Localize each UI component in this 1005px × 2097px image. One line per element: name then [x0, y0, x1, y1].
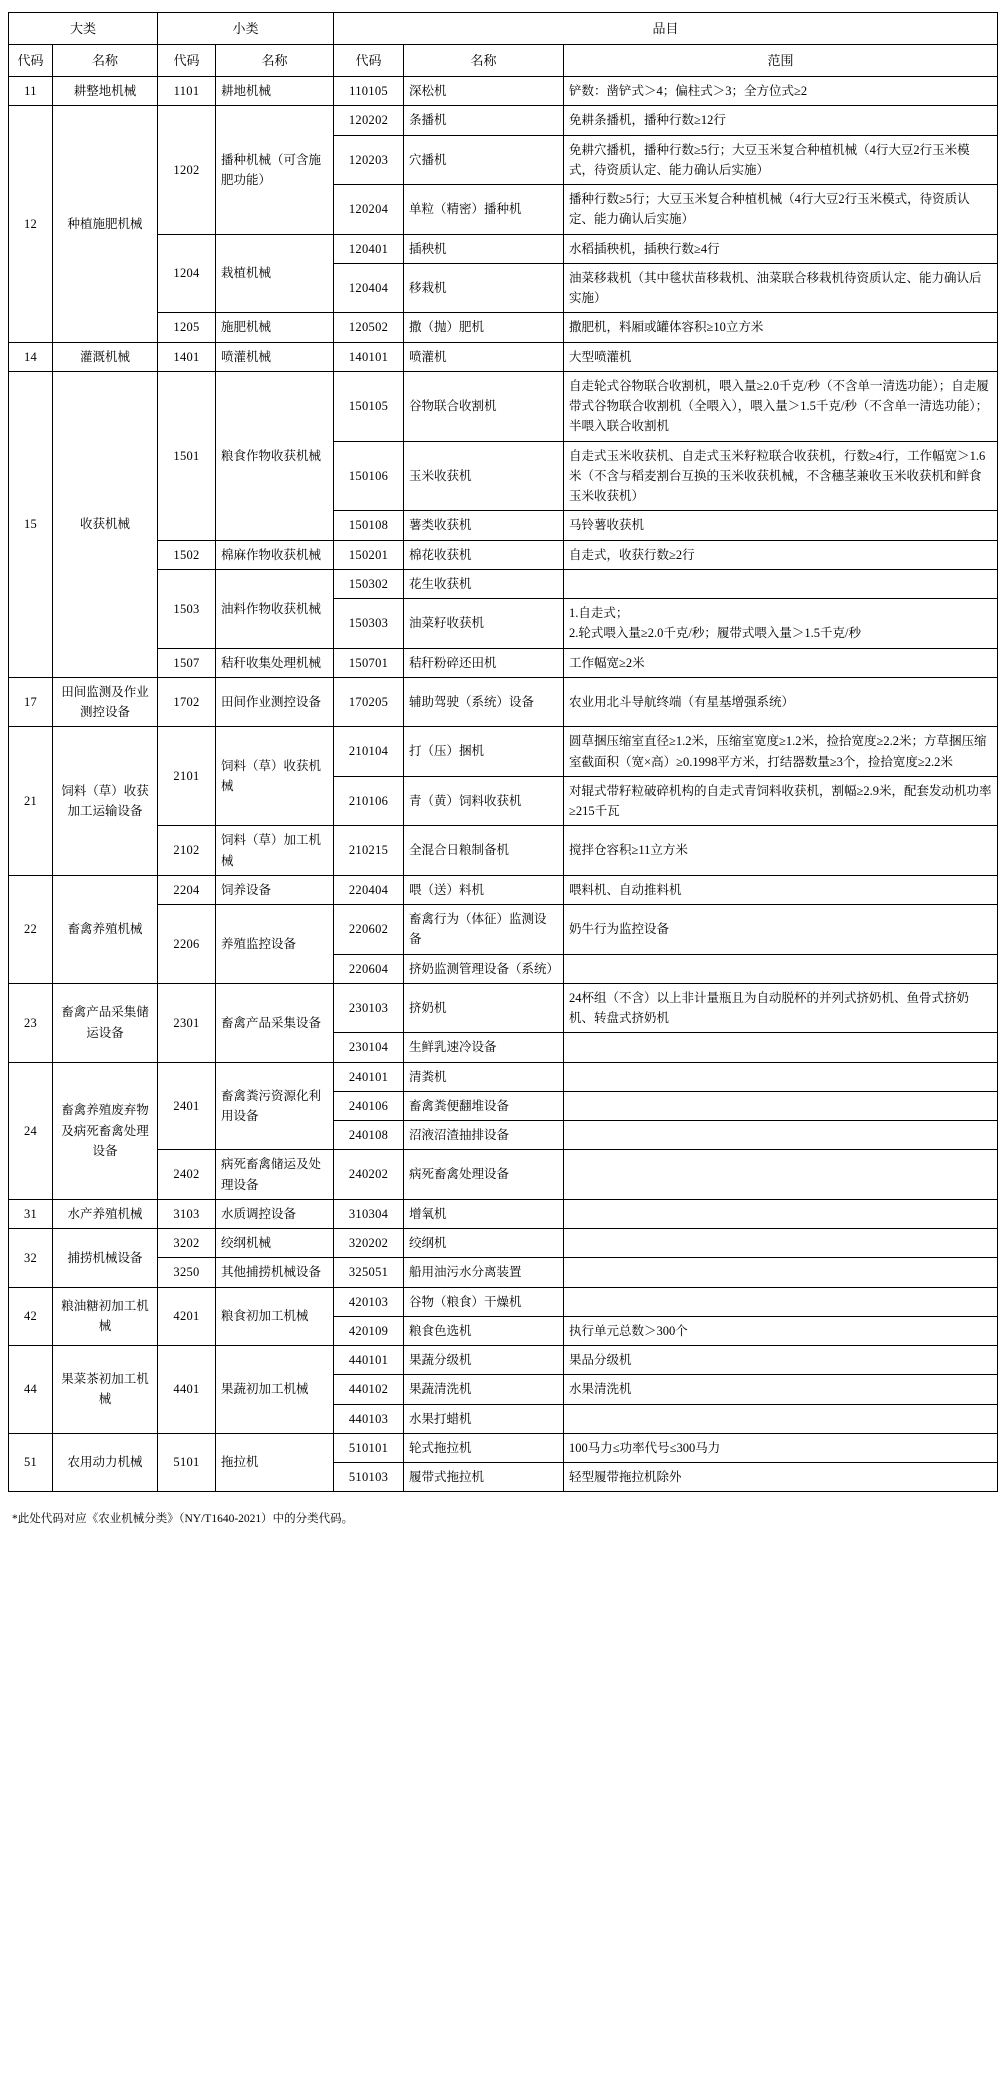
item-code-cell: 240101 — [334, 1062, 404, 1091]
minor-code-cell: 5101 — [158, 1433, 216, 1492]
item-name-cell: 全混合日粮制备机 — [404, 826, 564, 876]
minor-name-cell: 栽植机械 — [216, 234, 334, 313]
item-code-cell: 140101 — [334, 342, 404, 371]
minor-code-cell: 1204 — [158, 234, 216, 313]
item-name-cell: 条播机 — [404, 106, 564, 135]
item-name-cell: 打（压）捆机 — [404, 727, 564, 777]
table-row — [9, 371, 998, 441]
item-scope-cell: 自走式玉米收获机、自走式玉米籽粒联合收获机，行数≥4行，工作幅宽＞1.6米（不含与稻麦割台互换的玉米收获机械，不含穗茎兼收玉米收获机和鲜食玉米收获机） — [564, 441, 998, 511]
item-scope-cell: 1.自走式； 2.轮式喂入量≥2.0千克/秒；履带式喂入量＞1.5千克/秒 — [564, 599, 998, 649]
item-code-cell: 220404 — [334, 875, 404, 904]
major-code-cell: 21 — [9, 727, 53, 876]
minor-name-cell: 饲料（草）加工机械 — [216, 826, 334, 876]
item-name-cell: 谷物联合收割机 — [404, 371, 564, 441]
major-code-cell: 32 — [9, 1229, 53, 1288]
item-code-cell: 150106 — [334, 441, 404, 511]
major-name-cell: 畜禽产品采集储运设备 — [53, 983, 158, 1062]
table-header-column-row — [9, 45, 998, 77]
table-row — [9, 1229, 998, 1258]
major-name-cell: 畜禽养殖机械 — [53, 875, 158, 983]
minor-name-cell: 粮食作物收获机械 — [216, 371, 334, 540]
minor-code-cell: 4401 — [158, 1346, 216, 1434]
header-item-scope: 范围 — [564, 45, 998, 77]
item-name-cell: 水果打蜡机 — [404, 1404, 564, 1433]
item-code-cell: 510101 — [334, 1433, 404, 1462]
item-code-cell: 120502 — [334, 313, 404, 342]
major-code-cell: 12 — [9, 106, 53, 342]
item-name-cell: 辅助驾驶（系统）设备 — [404, 677, 564, 727]
item-scope-cell: 油菜移栽机（其中毯状苗移栽机、油菜联合移栽机待资质认定、能力确认后实施） — [564, 263, 998, 313]
item-scope-cell: 自走式，收获行数≥2行 — [564, 540, 998, 569]
item-name-cell: 绞纲机 — [404, 1229, 564, 1258]
major-name-cell: 田间监测及作业测控设备 — [53, 677, 158, 727]
header-minor-code: 代码 — [158, 45, 216, 77]
item-scope-cell — [564, 1258, 998, 1287]
item-code-cell: 220604 — [334, 954, 404, 983]
table-row — [9, 875, 998, 904]
minor-code-cell: 1502 — [158, 540, 216, 569]
item-scope-cell — [564, 1091, 998, 1120]
item-scope-cell: 执行单元总数＞300个 — [564, 1316, 998, 1345]
minor-name-cell: 水质调控设备 — [216, 1199, 334, 1228]
major-name-cell: 果菜茶初加工机械 — [53, 1346, 158, 1434]
minor-name-cell: 畜禽粪污资源化利用设备 — [216, 1062, 334, 1150]
header-item-name: 名称 — [404, 45, 564, 77]
table-row — [9, 727, 998, 777]
item-name-cell: 畜禽粪便翻堆设备 — [404, 1091, 564, 1120]
header-group-minor: 小类 — [158, 13, 334, 45]
item-code-cell: 120202 — [334, 106, 404, 135]
minor-code-cell: 2204 — [158, 875, 216, 904]
item-scope-cell: 免耕穴播机，播种行数≥5行；大豆玉米复合种植机械（4行大豆2行玉米模式，待资质认定、能力确认后实施） — [564, 135, 998, 185]
item-code-cell: 510103 — [334, 1463, 404, 1492]
item-name-cell: 履带式拖拉机 — [404, 1463, 564, 1492]
item-code-cell: 150303 — [334, 599, 404, 649]
item-name-cell: 畜禽行为（体征）监测设备 — [404, 905, 564, 955]
item-name-cell: 插秧机 — [404, 234, 564, 263]
item-name-cell: 穴播机 — [404, 135, 564, 185]
major-code-cell: 11 — [9, 77, 53, 106]
minor-code-cell: 1202 — [158, 106, 216, 234]
item-code-cell: 240202 — [334, 1150, 404, 1200]
item-name-cell: 油菜籽收获机 — [404, 599, 564, 649]
item-name-cell: 撒（抛）肥机 — [404, 313, 564, 342]
minor-name-cell: 拖拉机 — [216, 1433, 334, 1492]
table-row — [9, 106, 998, 135]
table-row — [9, 1199, 998, 1228]
minor-name-cell: 施肥机械 — [216, 313, 334, 342]
table-row — [9, 1346, 998, 1375]
item-name-cell: 青（黄）饲料收获机 — [404, 776, 564, 826]
item-name-cell: 挤奶监测管理设备（系统） — [404, 954, 564, 983]
table-row — [9, 234, 998, 263]
item-scope-cell: 奶牛行为监控设备 — [564, 905, 998, 955]
item-scope-cell: 大型喷灌机 — [564, 342, 998, 371]
minor-name-cell: 秸秆收集处理机械 — [216, 648, 334, 677]
minor-code-cell: 2301 — [158, 983, 216, 1062]
header-minor-name: 名称 — [216, 45, 334, 77]
minor-name-cell: 粮食初加工机械 — [216, 1287, 334, 1346]
minor-name-cell: 果蔬初加工机械 — [216, 1346, 334, 1434]
major-name-cell: 耕整地机械 — [53, 77, 158, 106]
major-name-cell: 收获机械 — [53, 371, 158, 677]
table-row — [9, 983, 998, 1033]
minor-name-cell: 畜禽产品采集设备 — [216, 983, 334, 1062]
minor-code-cell: 4201 — [158, 1287, 216, 1346]
item-scope-cell: 果品分级机 — [564, 1346, 998, 1375]
major-name-cell: 农用动力机械 — [53, 1433, 158, 1492]
table-row — [9, 1287, 998, 1316]
major-code-cell: 44 — [9, 1346, 53, 1434]
minor-name-cell: 耕地机械 — [216, 77, 334, 106]
header-group-major: 大类 — [9, 13, 158, 45]
minor-name-cell: 田间作业测控设备 — [216, 677, 334, 727]
major-name-cell: 畜禽养殖废弃物及病死畜禽处理设备 — [53, 1062, 158, 1199]
item-name-cell: 深松机 — [404, 77, 564, 106]
minor-code-cell: 2101 — [158, 727, 216, 826]
item-name-cell: 病死畜禽处理设备 — [404, 1150, 564, 1200]
table-row — [9, 1433, 998, 1462]
major-name-cell: 种植施肥机械 — [53, 106, 158, 342]
major-code-cell: 31 — [9, 1199, 53, 1228]
minor-name-cell: 棉麻作物收获机械 — [216, 540, 334, 569]
table-row — [9, 1062, 998, 1091]
major-name-cell: 水产养殖机械 — [53, 1199, 158, 1228]
item-name-cell: 花生收获机 — [404, 569, 564, 598]
table-row — [9, 569, 998, 598]
table-row — [9, 648, 998, 677]
item-scope-cell: 免耕条播机，播种行数≥12行 — [564, 106, 998, 135]
item-name-cell: 生鲜乳速冷设备 — [404, 1033, 564, 1062]
item-scope-cell: 撒肥机，料厢或罐体容积≥10立方米 — [564, 313, 998, 342]
table-row — [9, 826, 998, 876]
major-code-cell: 22 — [9, 875, 53, 983]
item-code-cell: 230103 — [334, 983, 404, 1033]
item-name-cell: 谷物（粮食）干燥机 — [404, 1287, 564, 1316]
minor-code-cell: 3250 — [158, 1258, 216, 1287]
item-scope-cell: 24杯组（不含）以上非计量瓶且为自动脱杯的并列式挤奶机、鱼骨式挤奶机、转盘式挤奶机 — [564, 983, 998, 1033]
minor-name-cell: 绞纲机械 — [216, 1229, 334, 1258]
major-code-cell: 51 — [9, 1433, 53, 1492]
item-code-cell: 120203 — [334, 135, 404, 185]
item-code-cell: 120204 — [334, 185, 404, 235]
item-code-cell: 440101 — [334, 1346, 404, 1375]
item-name-cell: 粮食色选机 — [404, 1316, 564, 1345]
major-name-cell: 捕捞机械设备 — [53, 1229, 158, 1288]
item-scope-cell: 自走轮式谷物联合收割机，喂入量≥2.0千克/秒（不含单一清选功能）；自走履带式谷物联合收割机（全喂入），喂入量＞1.5千克/秒（不含单一清选功能）；半喂入联合收割机 — [564, 371, 998, 441]
item-scope-cell — [564, 954, 998, 983]
item-code-cell: 150201 — [334, 540, 404, 569]
table-row — [9, 540, 998, 569]
item-code-cell: 220602 — [334, 905, 404, 955]
major-code-cell: 23 — [9, 983, 53, 1062]
table-row — [9, 905, 998, 955]
minor-code-cell: 2206 — [158, 905, 216, 984]
item-scope-cell — [564, 1199, 998, 1228]
item-name-cell: 喂（送）料机 — [404, 875, 564, 904]
table-row — [9, 677, 998, 727]
minor-name-cell: 播种机械（可含施肥功能） — [216, 106, 334, 234]
item-name-cell: 沼液沼渣抽排设备 — [404, 1121, 564, 1150]
table-row — [9, 77, 998, 106]
item-code-cell: 420103 — [334, 1287, 404, 1316]
item-scope-cell — [564, 1404, 998, 1433]
item-code-cell: 170205 — [334, 677, 404, 727]
item-scope-cell — [564, 1150, 998, 1200]
minor-name-cell: 饲料（草）收获机械 — [216, 727, 334, 826]
item-scope-cell — [564, 1287, 998, 1316]
item-scope-cell: 100马力≤功率代号≤300马力 — [564, 1433, 998, 1462]
item-name-cell: 果蔬清洗机 — [404, 1375, 564, 1404]
item-scope-cell: 轻型履带拖拉机除外 — [564, 1463, 998, 1492]
minor-code-cell: 3103 — [158, 1199, 216, 1228]
item-name-cell: 喷灌机 — [404, 342, 564, 371]
header-major-code: 代码 — [9, 45, 53, 77]
item-name-cell: 轮式拖拉机 — [404, 1433, 564, 1462]
item-code-cell: 320202 — [334, 1229, 404, 1258]
minor-name-cell: 喷灌机械 — [216, 342, 334, 371]
minor-code-cell: 1702 — [158, 677, 216, 727]
item-scope-cell: 喂料机、自动推料机 — [564, 875, 998, 904]
item-name-cell: 秸秆粉碎还田机 — [404, 648, 564, 677]
item-scope-cell: 圆草捆压缩室直径≥1.2米，压缩室宽度≥1.2米，捡拾宽度≥2.2米；方草捆压缩室截面积（宽×高）≥0.1998平方米，打结器数量≥3个，捡拾宽度≥2.2米 — [564, 727, 998, 777]
item-code-cell: 210215 — [334, 826, 404, 876]
header-item-code: 代码 — [334, 45, 404, 77]
major-code-cell: 15 — [9, 371, 53, 677]
agricultural-machinery-catalog-table — [8, 12, 998, 1492]
item-name-cell: 移栽机 — [404, 263, 564, 313]
item-code-cell: 120401 — [334, 234, 404, 263]
item-scope-cell: 播种行数≥5行；大豆玉米复合种植机械（4行大豆2行玉米模式，待资质认定、能力确认后实施） — [564, 185, 998, 235]
item-code-cell: 240108 — [334, 1121, 404, 1150]
item-scope-cell: 工作幅宽≥2米 — [564, 648, 998, 677]
minor-name-cell: 养殖监控设备 — [216, 905, 334, 984]
item-code-cell: 150701 — [334, 648, 404, 677]
minor-name-cell: 油料作物收获机械 — [216, 569, 334, 648]
table-header-group-row — [9, 13, 998, 45]
table-header — [9, 13, 998, 77]
item-code-cell: 150108 — [334, 511, 404, 540]
item-code-cell: 440103 — [334, 1404, 404, 1433]
item-scope-cell — [564, 569, 998, 598]
item-code-cell: 110105 — [334, 77, 404, 106]
minor-code-cell: 1401 — [158, 342, 216, 371]
item-scope-cell — [564, 1033, 998, 1062]
major-code-cell: 17 — [9, 677, 53, 727]
item-code-cell: 240106 — [334, 1091, 404, 1120]
item-code-cell: 230104 — [334, 1033, 404, 1062]
item-code-cell: 150105 — [334, 371, 404, 441]
minor-code-cell: 1507 — [158, 648, 216, 677]
item-name-cell: 单粒（精密）播种机 — [404, 185, 564, 235]
minor-code-cell: 3202 — [158, 1229, 216, 1258]
item-scope-cell — [564, 1062, 998, 1091]
header-group-item: 品目 — [334, 13, 998, 45]
item-code-cell: 325051 — [334, 1258, 404, 1287]
item-code-cell: 120404 — [334, 263, 404, 313]
table-body — [9, 77, 998, 1492]
item-name-cell: 薯类收获机 — [404, 511, 564, 540]
item-code-cell: 440102 — [334, 1375, 404, 1404]
item-scope-cell: 水果清洗机 — [564, 1375, 998, 1404]
minor-name-cell: 病死畜禽储运及处理设备 — [216, 1150, 334, 1200]
item-code-cell: 420109 — [334, 1316, 404, 1345]
item-scope-cell: 马铃薯收获机 — [564, 511, 998, 540]
major-name-cell: 粮油糖初加工机械 — [53, 1287, 158, 1346]
minor-code-cell: 2402 — [158, 1150, 216, 1200]
minor-name-cell: 其他捕捞机械设备 — [216, 1258, 334, 1287]
minor-code-cell: 1501 — [158, 371, 216, 540]
item-name-cell: 果蔬分级机 — [404, 1346, 564, 1375]
table-row — [9, 342, 998, 371]
header-major-name: 名称 — [53, 45, 158, 77]
major-code-cell: 24 — [9, 1062, 53, 1199]
item-code-cell: 210104 — [334, 727, 404, 777]
item-name-cell: 棉花收获机 — [404, 540, 564, 569]
major-name-cell: 灌溉机械 — [53, 342, 158, 371]
item-scope-cell: 农业用北斗导航终端（有星基增强系统） — [564, 677, 998, 727]
item-name-cell: 挤奶机 — [404, 983, 564, 1033]
item-scope-cell: 水稻插秧机，插秧行数≥4行 — [564, 234, 998, 263]
item-code-cell: 210106 — [334, 776, 404, 826]
minor-code-cell: 2102 — [158, 826, 216, 876]
item-name-cell: 清粪机 — [404, 1062, 564, 1091]
minor-code-cell: 2401 — [158, 1062, 216, 1150]
major-name-cell: 饲料（草）收获加工运输设备 — [53, 727, 158, 876]
item-scope-cell: 对辊式带籽粒破碎机构的自走式青饲料收获机，割幅≥2.9米，配套发动机功率≥215千瓦 — [564, 776, 998, 826]
table-row — [9, 1258, 998, 1287]
item-name-cell: 玉米收获机 — [404, 441, 564, 511]
footnote: *此处代码对应《农业机械分类》（NY/T1640-2021）中的分类代码。 — [12, 1513, 354, 1526]
item-scope-cell — [564, 1229, 998, 1258]
minor-code-cell: 1503 — [158, 569, 216, 648]
minor-name-cell: 饲养设备 — [216, 875, 334, 904]
major-code-cell: 14 — [9, 342, 53, 371]
item-name-cell: 增氧机 — [404, 1199, 564, 1228]
minor-code-cell: 1101 — [158, 77, 216, 106]
item-scope-cell: 搅拌仓容积≥11立方米 — [564, 826, 998, 876]
item-code-cell: 310304 — [334, 1199, 404, 1228]
item-code-cell: 150302 — [334, 569, 404, 598]
item-scope-cell — [564, 1121, 998, 1150]
minor-code-cell: 1205 — [158, 313, 216, 342]
table-row — [9, 1150, 998, 1200]
table-row — [9, 313, 998, 342]
major-code-cell: 42 — [9, 1287, 53, 1346]
item-name-cell: 船用油污水分离装置 — [404, 1258, 564, 1287]
item-scope-cell: 铲数：凿铲式＞4；偏柱式＞3；全方位式≥2 — [564, 77, 998, 106]
